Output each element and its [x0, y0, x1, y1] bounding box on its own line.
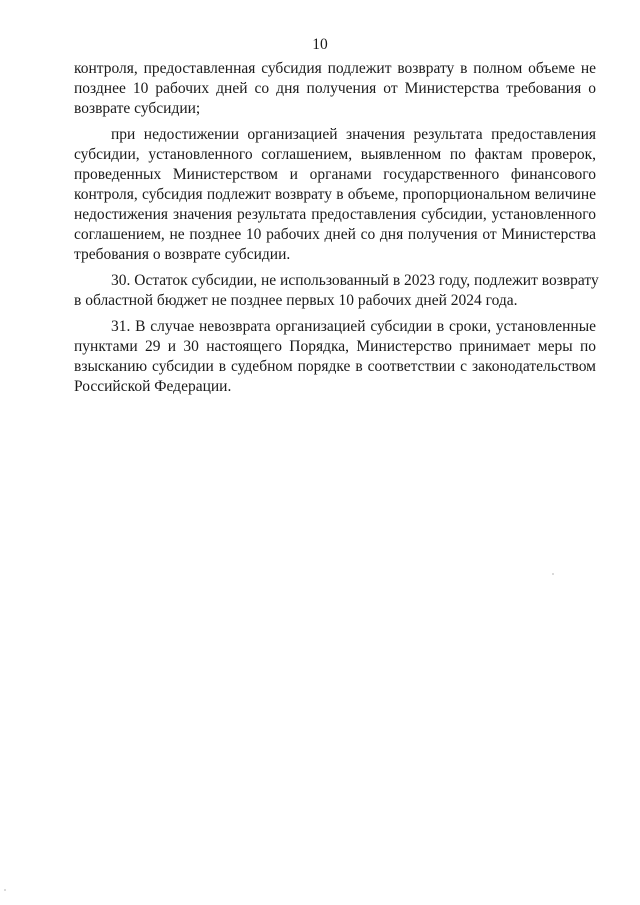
- text-line: возврате субсидии;: [74, 100, 201, 117]
- text-line: недостижения значения результата предоставления субсидии, установленного: [74, 206, 596, 223]
- text-line: позднее 10 рабочих дней со дня получения от Министерства требования о: [74, 80, 596, 97]
- text-line: требования о возврате субсидии.: [74, 246, 291, 263]
- text-line: субсидии, установленного соглашением, выявленном по фактам проверок,: [74, 146, 596, 163]
- page-number: 10: [312, 36, 328, 53]
- paragraph-non-achievement: [74, 125, 596, 265]
- text-line: контроля, предоставленная субсидия подлежит возврату в полном объеме не: [74, 60, 596, 77]
- scan-speck: [552, 573, 554, 575]
- text-line: при недостижении организацией значения результата предоставления: [111, 126, 596, 143]
- text-line: контроля, субсидия подлежит возврату в объеме, пропорциональном величине: [74, 186, 596, 203]
- document-body: [74, 59, 599, 397]
- text-line: Российской Федерации.: [74, 378, 232, 395]
- text-line: 30. Остаток субсидии, не использованный в 2023 году, подлежит возврату: [111, 272, 599, 289]
- paragraph-item-31: [74, 317, 596, 397]
- paragraph-item-30: [74, 271, 599, 311]
- text-line: в областной бюджет не позднее первых 10 рабочих дней 2024 года.: [74, 292, 518, 309]
- text-line: 31. В случае невозврата организацией субсидии в сроки, установленные: [111, 318, 596, 335]
- text-line: взысканию субсидии в судебном порядке в соответствии с законодательством: [74, 358, 596, 375]
- text-line: проведенных Министерством и органами государственного финансового: [74, 166, 596, 183]
- paragraph-continuation: [74, 59, 596, 119]
- scan-speck: [4, 889, 6, 891]
- text-line: соглашением, не позднее 10 рабочих дней со дня получения от Министерства: [74, 226, 596, 243]
- text-line: пунктами 29 и 30 настоящего Порядка, Министерство принимает меры по: [74, 338, 596, 355]
